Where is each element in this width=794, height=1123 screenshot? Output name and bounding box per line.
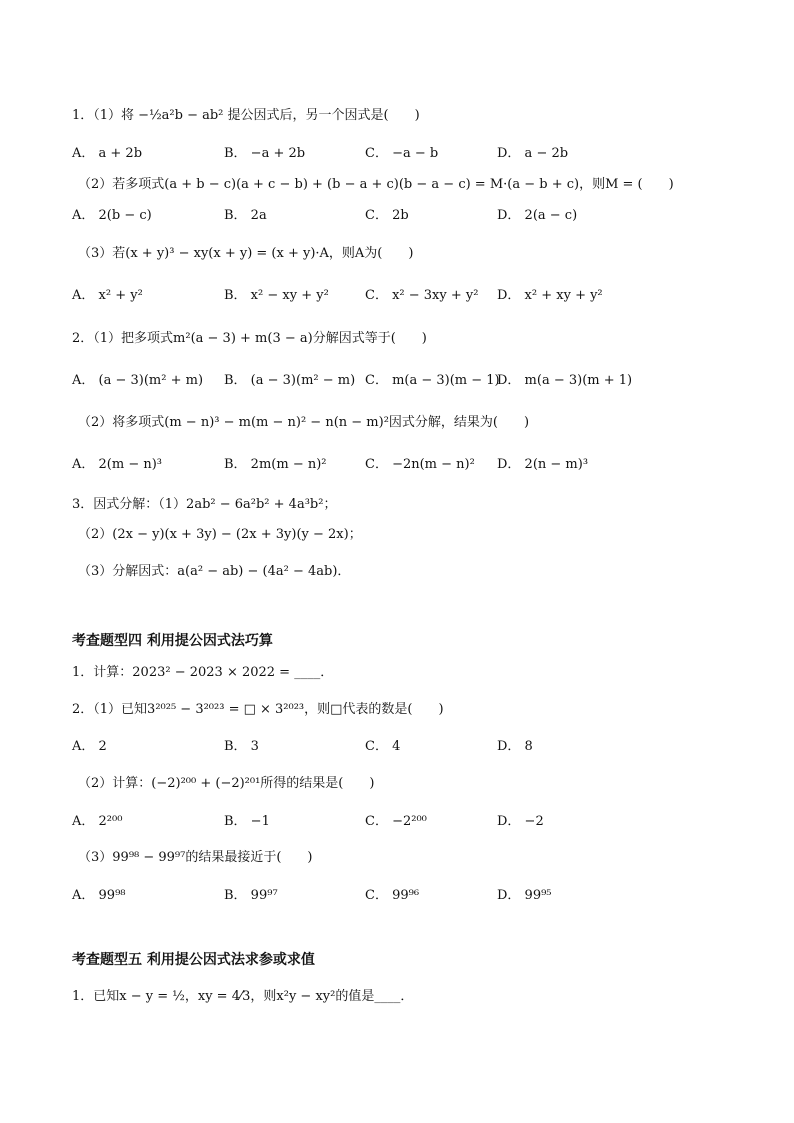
option-c: C． −2n(m − n)² [365, 457, 475, 472]
option-a: A． 2 [72, 739, 107, 754]
option-b: B． −a + 2b [224, 146, 306, 161]
option-b: B． 2m(m − n)² [224, 457, 327, 472]
option-c: C． 2b [365, 208, 409, 223]
option-a: A． a + 2b [72, 146, 143, 161]
option-a: A． 2²⁰⁰ [72, 814, 123, 829]
option-a: A． x² + y² [72, 288, 143, 303]
option-c: C． m(a − 3)(m − 1) [365, 373, 500, 388]
options-4-2-1 [72, 738, 672, 756]
question-3-1: 3．因式分解：（1）2ab² − 6a²b² + 4a³b²； [72, 497, 337, 512]
option-c: C． x² − 3xy + y² [365, 288, 479, 303]
option-a: A． 2(b − c) [72, 208, 152, 223]
options-1-1 [72, 145, 672, 163]
question-1-2: （2）若多项式(a + b − c)(a + c − b) + (b − a + c)(b − a − c) = M·(a − b + c)，则M = ( ) [78, 177, 674, 192]
option-c: C． −2²⁰⁰ [365, 814, 427, 829]
option-d: D． −2 [497, 814, 544, 829]
option-b: B． x² − xy + y² [224, 288, 329, 303]
option-d: D． 2(a − c) [497, 208, 578, 223]
option-b: B． 3 [224, 739, 259, 754]
question-4-2-2: （2）计算：(−2)²⁰⁰ + (−2)²⁰¹所得的结果是( ) [78, 776, 375, 791]
option-d: D． x² + xy + y² [497, 288, 603, 303]
option-b: B． 2a [224, 208, 267, 223]
options-2-1 [72, 372, 672, 390]
question-5-1: 1．已知x − y = ½，xy = 4⁄3，则x²y − xy²的值是____． [72, 989, 414, 1004]
option-d: D． 99⁹⁵ [497, 888, 552, 903]
question-2-2: （2）将多项式(m − n)³ − m(m − n)² − n(n − m)²因式分解，结果为( ) [78, 415, 530, 430]
option-a: A． (a − 3)(m² + m) [72, 373, 204, 388]
option-c: C． −a − b [365, 146, 439, 161]
question-2-1: 2．（1）把多项式m²(a − 3) + m(3 − a)分解因式等于( ) [72, 331, 427, 346]
question-3-2: （2）(2x − y)(x + 3y) − (2x + 3y)(y − 2x)； [78, 527, 362, 542]
options-4-2-3 [72, 887, 672, 905]
question-3-3: （3）分解因式：a(a² − ab) − (4a² − 4ab)． [78, 564, 351, 579]
option-b: B． −1 [224, 814, 270, 829]
options-2-2 [72, 456, 672, 474]
question-4-2-1: 2．（1）已知3²⁰²⁵ − 3²⁰²³ = □ × 3²⁰²³，则□代表的数是( ) [72, 702, 444, 717]
options-1-3 [72, 287, 672, 305]
options-1-2 [72, 207, 672, 225]
option-a: A． 2(m − n)³ [72, 457, 163, 472]
option-b: B． (a − 3)(m² − m) [224, 373, 356, 388]
option-d: D． a − 2b [497, 146, 569, 161]
question-1-1: 1．（1）将 −½a²b − ab² 提公因式后，另一个因式是( ) [72, 108, 420, 123]
option-d: D． 2(n − m)³ [497, 457, 589, 472]
section-heading-4: 考查题型四 利用提公因式法巧算 [72, 633, 273, 649]
question-1-3: （3）若(x + y)³ − xy(x + y) = (x + y)·A，则A为( ) [78, 246, 414, 261]
options-4-2-2 [72, 813, 672, 831]
question-4-1: 1．计算：2023² − 2023 × 2022 = ____． [72, 665, 334, 680]
option-b: B． 99⁹⁷ [224, 888, 278, 903]
option-d: D． 8 [497, 739, 533, 754]
option-c: C． 99⁹⁶ [365, 888, 420, 903]
option-d: D． m(a − 3)(m + 1) [497, 373, 633, 388]
option-c: C． 4 [365, 739, 401, 754]
section-heading-5: 考查题型五 利用提公因式法求参或求值 [72, 952, 315, 968]
question-4-2-3: （3）99⁹⁸ − 99⁹⁷的结果最接近于( ) [78, 850, 313, 865]
option-a: A． 99⁹⁸ [72, 888, 126, 903]
